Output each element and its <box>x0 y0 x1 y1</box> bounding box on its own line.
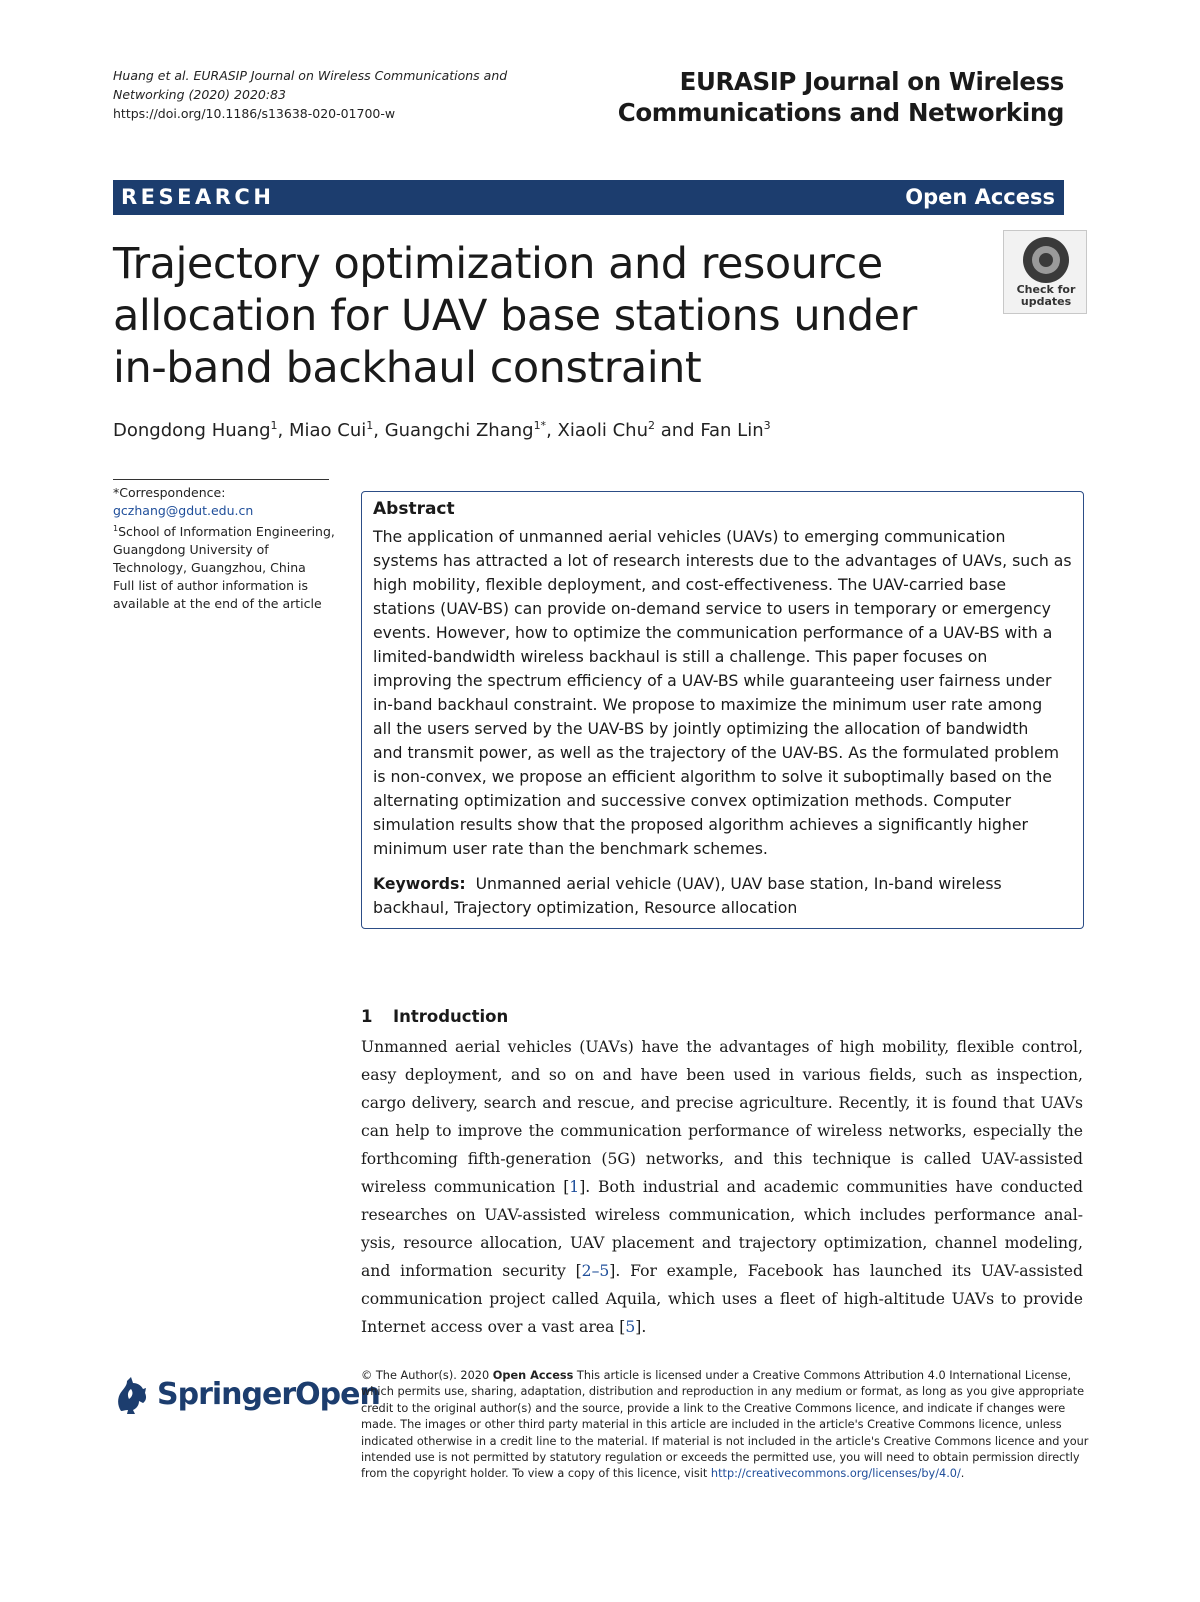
keywords-text: Unmanned aerial vehicle (UAV), UAV base station, In-band wireless <box>475 874 1002 893</box>
body-line: researches on UAV-assisted wireless communication, which includes performance anal- <box>361 1206 1083 1224</box>
author-affiliation: 3 <box>763 419 771 432</box>
author-separator: , <box>546 420 558 441</box>
abstract-line: high mobility, flexible deployment, and cost-effectiveness. The UAV-carried base <box>373 575 1007 594</box>
journal-name-line-2: Communications and Networking <box>617 98 1064 127</box>
author-name[interactable]: Xiaoli Chu <box>557 420 648 441</box>
body-line <box>361 1257 1083 1285</box>
citation-link[interactable]: 2–5 <box>581 1262 610 1280</box>
body-line <box>361 1313 1083 1341</box>
abstract-line: and transmit power, as well as the trajectory of the UAV-BS. As the formulated problem <box>373 743 1059 762</box>
publisher-name: SpringerOpen <box>157 1377 380 1412</box>
keywords-label: Keywords: <box>373 874 466 893</box>
email-link[interactable]: gczhang@gdut.edu.cn <box>113 503 254 518</box>
doi-link[interactable]: https://doi.org/10.1186/s13638-020-01700-w <box>113 106 396 121</box>
license-line: credit to the original author(s) and the source, provide a link to the Creative Commons licence, and indicate if changes were <box>361 1401 1066 1415</box>
author-info-note: available at the end of the article <box>113 596 322 612</box>
open-access-label: Open Access <box>905 185 1055 209</box>
license-line: intended use is not permitted by statutory regulation or exceeds the permitted use, you will need to obtain permission directly <box>361 1451 1080 1465</box>
abstract-heading: Abstract <box>373 499 455 519</box>
citation-link[interactable]: 1 <box>569 1178 580 1196</box>
license-text: This article is licensed under a Creative Commons Attribution 4.0 International License, <box>573 1369 1072 1382</box>
abstract-line: systems has attracted a lot of research interests due to the advantages of UAVs, such as <box>373 551 1072 570</box>
open-access-bold: Open Access <box>492 1369 574 1382</box>
license-line: made. The images or other third party material in this article are included in the article's Creative Commons licence, unless <box>361 1418 1062 1432</box>
author-affiliation: 1 <box>270 419 278 432</box>
author-name[interactable]: Dongdong Huang <box>113 420 271 441</box>
author-affiliation: 2 <box>648 419 655 432</box>
author-info-note: Full list of author information is <box>113 578 308 594</box>
abstract-line: minimum user rate than the benchmark schemes. <box>373 839 768 858</box>
title-line-1: Trajectory optimization and resource <box>113 239 883 289</box>
abstract-line: stations (UAV-BS) can provide on-demand service to users in temporary or emergency <box>373 599 1051 618</box>
body-line: Unmanned aerial vehicles (UAVs) have the advantages of high mobility, flexible control, <box>361 1038 1083 1056</box>
citation-link[interactable]: 5 <box>625 1318 636 1336</box>
journal-name <box>618 66 1064 128</box>
section-title: Introduction <box>393 1007 509 1026</box>
springer-horse-icon <box>113 1375 151 1415</box>
license-notice <box>361 1368 1089 1483</box>
article-type-banner <box>113 180 1064 215</box>
abstract-text <box>373 525 1076 861</box>
affiliation-line: Guangdong University of <box>113 542 269 558</box>
section-number: 1 <box>361 1007 373 1026</box>
body-line: forthcoming fifth-generation (5G) networks, and this technique is called UAV-assisted <box>361 1150 1083 1168</box>
license-line: which permits use, sharing, adaptation, distribution and reproduction in any medium or format, as long as you give appropriate <box>361 1385 1085 1399</box>
article-title <box>113 238 933 394</box>
license-text: from the copyright holder. To view a copy of this licence, visit <box>361 1467 711 1481</box>
body-text: ]. <box>635 1318 647 1336</box>
sidebar-divider <box>113 479 329 480</box>
affiliation-line: School of Information Engineering, <box>118 524 335 540</box>
author-name[interactable]: Fan Lin <box>700 420 764 441</box>
abstract-line: is non-convex, we propose an efficient algorithm to solve it suboptimally based on the <box>373 767 1052 786</box>
body-text: ]. For example, Facebook has launched its UAV-assisted <box>609 1262 1083 1280</box>
author-list <box>113 414 771 443</box>
journal-name-line-1: EURASIP Journal on Wireless <box>679 67 1064 96</box>
body-line: cargo delivery, search and rescue, and precise agriculture. Recently, it is found that UAVs <box>361 1094 1083 1112</box>
abstract-line: all the users served by the UAV-BS by jointly optimizing the allocation of bandwidth <box>373 719 1029 738</box>
body-text: ]. Both industrial and academic communities have conducted <box>579 1178 1084 1196</box>
body-line: easy deployment, and so on and have been used in various fields, such as inspection, <box>361 1066 1083 1084</box>
abstract-line: in-band backhaul constraint. We propose to maximize the minimum user rate among <box>373 695 1043 714</box>
title-line-2: allocation for UAV base stations under <box>113 291 917 341</box>
author-name[interactable]: Miao Cui <box>288 420 367 441</box>
author-separator: , <box>373 420 385 441</box>
springer-open-logo <box>113 1375 380 1417</box>
author-separator: , <box>277 420 289 441</box>
citation-line-2: Networking (2020) 2020:83 <box>113 87 286 102</box>
check-updates-icon <box>1023 237 1069 283</box>
body-line: ysis, resource allocation, UAV placement and trajectory optimization, channel modeling, <box>361 1234 1083 1252</box>
license-text: © The Author(s). 2020 <box>361 1369 493 1382</box>
author-affiliation: 1 <box>366 419 374 432</box>
check-updates-line-2: updates <box>1020 295 1072 308</box>
title-line-3: in-band backhaul constraint <box>113 343 702 393</box>
license-line: indicated otherwise in a credit line to the material. If material is not included in the article's Creative Commons licence and your <box>361 1434 1089 1448</box>
author-affiliation: 1* <box>533 419 547 432</box>
introduction-body <box>361 1033 1083 1341</box>
body-text: wireless communication [ <box>361 1178 570 1196</box>
keywords-text: backhaul, Trajectory optimization, Resource allocation <box>373 898 798 917</box>
citation <box>113 66 553 123</box>
citation-line-1: Huang et al. EURASIP Journal on Wireless Communications and <box>113 68 508 83</box>
license-text: . <box>960 1467 965 1481</box>
section-heading <box>361 1007 508 1026</box>
body-line <box>361 1173 1083 1201</box>
article-type-label: RESEARCH <box>121 185 275 209</box>
author-separator: and <box>655 420 701 441</box>
body-line: communication project called Aquila, which uses a fleet of high-altitude UAVs to provide <box>361 1290 1083 1308</box>
body-text: and information security [ <box>361 1262 582 1280</box>
affiliation-number: 1 <box>113 524 119 533</box>
affiliation-line: Technology, Guangzhou, China <box>113 560 306 576</box>
check-updates-line-1: Check for <box>1016 283 1076 296</box>
correspondence-sidebar <box>113 484 333 613</box>
abstract-line: events. However, how to optimize the communication performance of a UAV-BS with a <box>373 623 1053 642</box>
author-name[interactable]: Guangchi Zhang <box>384 420 534 441</box>
check-for-updates-badge[interactable] <box>1003 230 1087 314</box>
abstract-line: simulation results show that the proposed algorithm achieves a significantly higher <box>373 815 1028 834</box>
abstract-line: alternating optimization and successive convex optimization methods. Computer <box>373 791 1012 810</box>
keywords <box>373 872 1076 920</box>
body-line: can help to improve the communication performance of wireless networks, especially the <box>361 1122 1083 1140</box>
license-link[interactable]: http://creativecommons.org/licenses/by/4.0/ <box>710 1467 961 1481</box>
abstract-line: improving the spectrum efficiency of a UAV-BS while guaranteeing user fairness under <box>373 671 1052 690</box>
abstract-line: limited-bandwidth wireless backhaul is still a challenge. This paper focuses on <box>373 647 988 666</box>
body-text: Internet access over a vast area [ <box>361 1318 626 1336</box>
abstract-line: The application of unmanned aerial vehicles (UAVs) to emerging communication <box>373 527 1006 546</box>
correspondence-label: *Correspondence: <box>113 485 226 500</box>
